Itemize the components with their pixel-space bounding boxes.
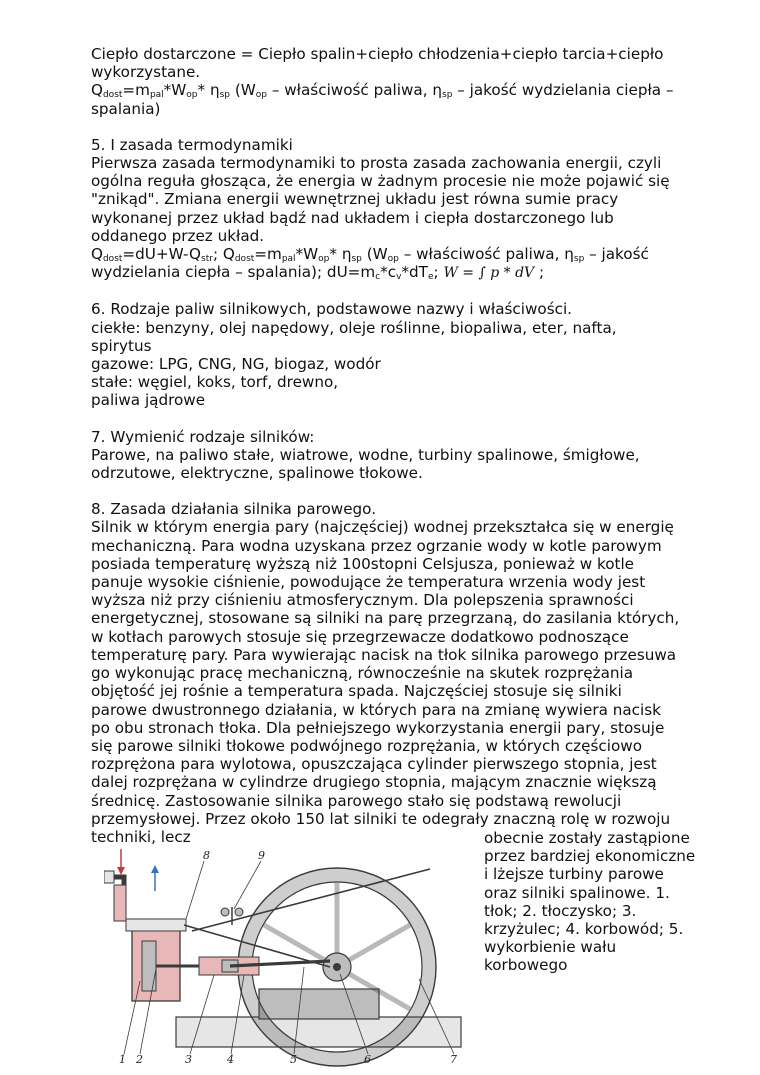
document-body [91,45,681,846]
section-6-heading: 6. Rodzaje paliw silnikowych, podstawowe nazwy i właściwości. [91,300,573,319]
figure-label: 8 [203,849,210,862]
valve-chest [126,919,186,931]
section-8-continuation: obecnie zostały zastąpione przez bardziej ekonomiczne i lżejsze turbiny parowe oraz silniki spalinowe. 1. tłok; 2. tłoczysko; 3. krzyżulec; 4. korbowód; 5. wykorbienie wału korbowego [484,829,696,975]
steam-engine-diagram [104,849,474,1069]
heat-balance-line: Ciepło dostarczone = Ciepło spalin+ciepło chłodzenia+ciepło tarcia+ciepło wykorzystane. [91,45,664,82]
figure-label: 1 [119,1053,126,1066]
section-7-heading: 7. Wymienić rodzaje silników: [91,427,315,446]
piston [142,941,156,991]
work-integral: W = ∫ p * dV [443,265,535,282]
section-5-heading: 5. I zasada termodynamiki [91,135,293,154]
engine-bed [259,989,379,1019]
section-5-formula: $Q_{dost}=dU+W-Q_{str}$; $Q_{dost}=m_{pal}*W_{op}*$ $\eta_{sp}$ ($W_{op}$ – właściwość paliwa, $\eta_{sp}$ – jakość wydzielania ciepła – spalania); $dU=m_c*c_v*dT_e$; W = ∫ p * dV ; [91,245,649,283]
figure-label: 6 [364,1053,371,1066]
fuel-gas: gazowe: LPG, CNG, NG, biogaz, wodór [91,355,381,374]
section-5-body: Pierwsza zasada termodynamiki to prosta zasada zachowania energii, czyli ogólna reguła głosząca, że energia w żadnym procesie nie może pojawić się "znikąd". Zmiana energii wewnętrznej układu jest równa sumie pracy wykonanej przez układ bądź nad układem i ciepła dostarczonego lub oddanego przez układ. [91,154,670,245]
section-7-body: Parowe, na paliwo stałe, wiatrowe, wodne, turbiny spalinowe, śmigłowe, odrzutowe, elektryczne, spalinowe tłokowe. [91,445,640,483]
fuel-nuclear: paliwa jądrowe [91,391,206,410]
steam-engine-figure [104,849,474,1069]
figure-label: 3 [185,1053,192,1066]
figure-label: 5 [290,1053,297,1066]
figure-label: 2 [136,1053,143,1066]
section-8-body: Silnik w którym energia pary (najczęściej) wodnej przekształca się w energię mechaniczną. Para wodna uzyskana przez ogrzanie wody w kotle parowym posiada temperaturę wyższą niż 100stopni Celsjusza, ponieważ w kotle panuje wysokie ciśnienie, powodujące że temperatura wrzenia wody jest wyższa niż przy ciśnieniu atmosferycznym. Dla polepszenia sprawności energetycznej, stosowane są silniki na parę przegrzaną, do zasilania których, w kotłach parowych stosuje się przegrzewacze dodatkowo podnoszące temperaturę pary. Para wywierając nacisk na tłok silnika parowego przesuwa go wykonując pracę mechaniczną, równocześnie na skutek rozprężania objętość jej rośnie a temperatura spada. Najczęściej stosuje się silniki parowe dwustronnego działania, w których para na zmianę wywiera nacisk po obu stronach tłoka. Dla pełniejszego wykorzystania energii pary, stosuje się parowe silniki tłokowe podwójnego rozprężania, w których częściowo rozprężona para wylotowa, opuszczająca cylinder pierwszego stopnia, jest dalej rozprężana w cylindrze drugiego stopnia, mającym znacznie większą średnicę. Zastosowanie silnika parowego stało się podstawą rewolucji przemysłowej. Przez około 150 lat silniki te odegrały znaczną rolę w rozwoju techniki, lecz [91,518,680,846]
fuel-liquid: ciekłe: benzyny, olej napędowy, oleje roślinne, biopaliwa, eter, nafta, spirytus [91,318,617,355]
figure-label: 9 [258,849,265,862]
figure-label: 7 [450,1053,457,1066]
steam-valve [104,871,114,883]
heat-formula: $Q_{dost}=m_{pal}*W_{op}*$ $\eta_{sp}$ ($W_{op}$ – właściwość paliwa, $\eta_{sp}$ – jakość wydzielania ciepła – spalania) [91,81,674,118]
section-8-heading: 8. Zasada działania silnika parowego. [91,500,377,519]
exhaust-port [114,885,126,921]
figure-label: 4 [227,1053,234,1066]
fuel-solid: stałe: węgiel, koks, torf, drewno, [91,373,339,392]
